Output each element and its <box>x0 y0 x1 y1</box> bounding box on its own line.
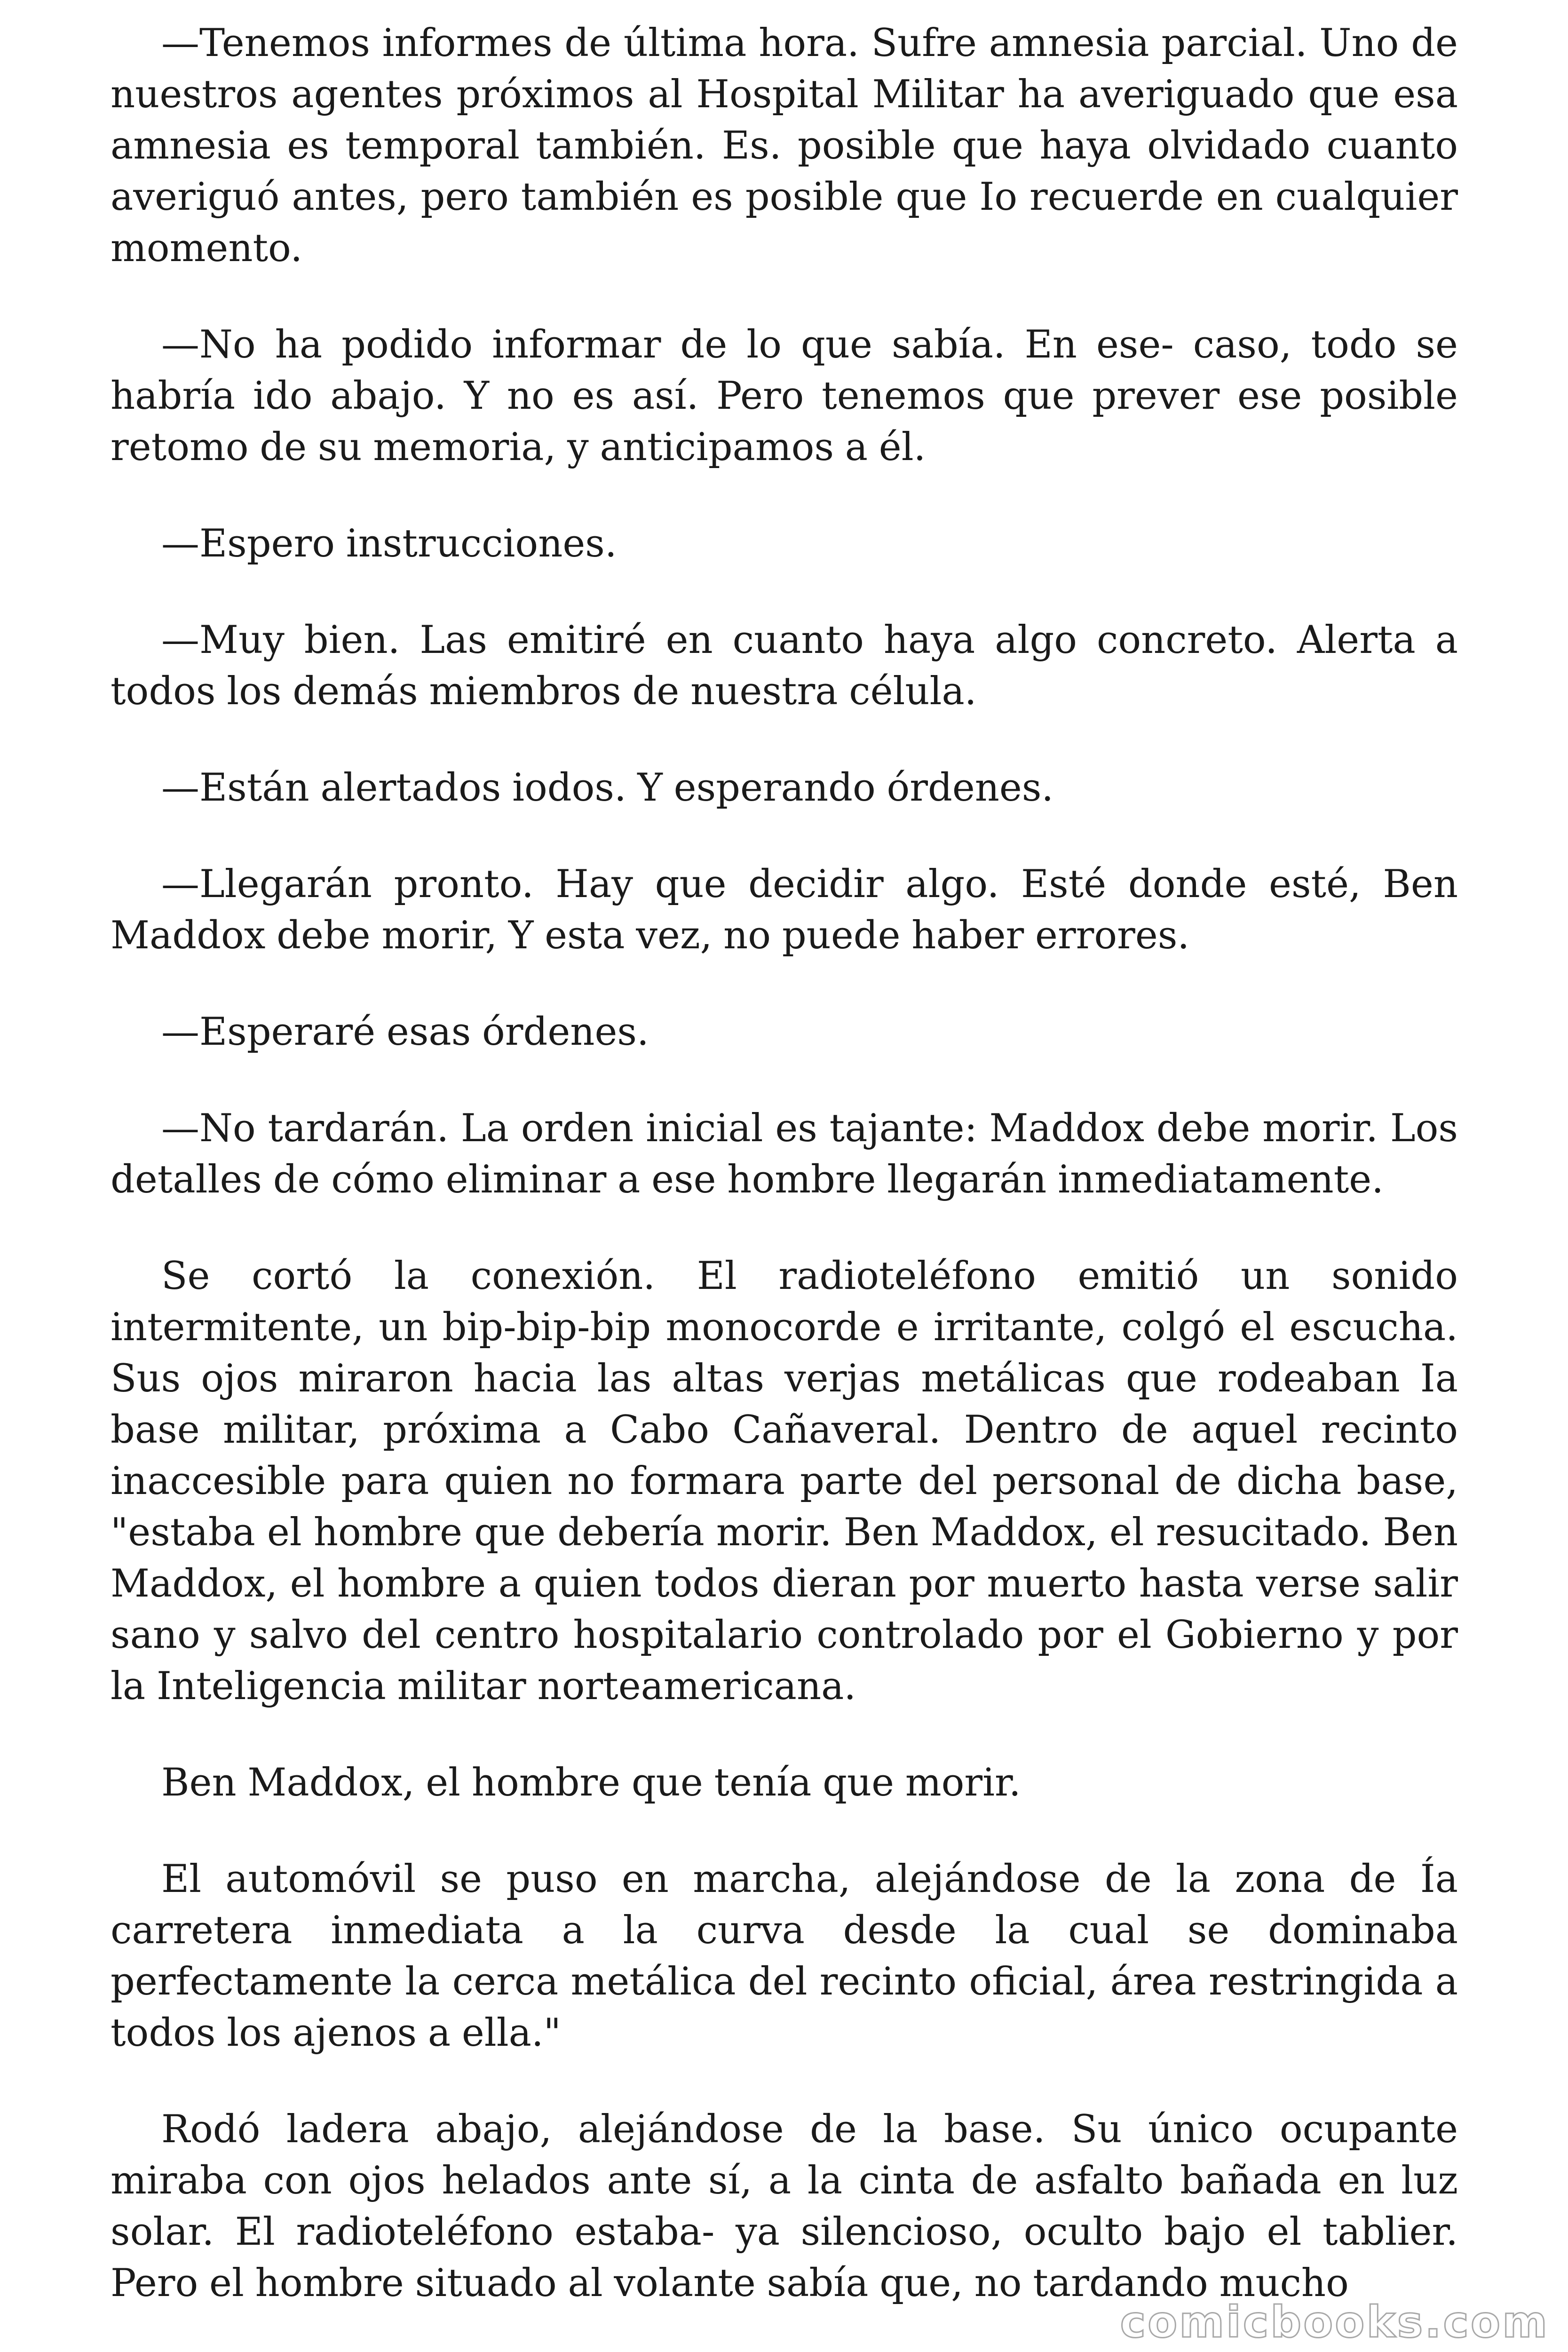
paragraph-3: —Espero instrucciones. <box>161 522 617 566</box>
paragraph-12: Rodó ladera abajo, alejándose de la base. Su único ocupante miraba con ojos helados ante sí, a la cinta de asfalto bañada en luz solar. El radioteléfono estaba- ya silencioso, oculto bajo el tablier. Pero el hombre situado al volante sabía que, no tardando mucho <box>111 2107 1458 2305</box>
paragraph-2: —No ha podido informar de lo que sabía. En ese- caso, todo se habría ido abajo. Y no es así. Pero tenemos que prever ese posible retomo de su memoria, y anticipamos a él. <box>111 323 1458 469</box>
paragraph-8: —No tardarán. La orden inicial es tajante: Maddox debe morir. Los detalles de cómo eliminar a ese hombre llegarán inmediatamente. <box>111 1106 1458 1202</box>
paragraph-10: Ben Maddox, el hombre que tenía que morir. <box>161 1761 1021 1805</box>
paragraph-5: —Están alertados iodos. Y esperando órdenes. <box>161 766 1054 810</box>
paragraph-11: El automóvil se puso en marcha, alejándose de la zona de Ía carretera inmediata a la curva desde la cual se dominaba perfectamente la cerca metálica del recinto oficial, área restringida a todos los ajenos a ella." <box>111 1857 1458 2055</box>
paragraph-7: —Esperaré esas órdenes. <box>161 1010 649 1054</box>
paragraph-9: Se cortó la conexión. El radioteléfono emitió un sonido intermitente, un bip-bip-bip monocorde e irritante, colgó el escucha. Sus ojos miraron hacia las altas verjas metálicas que rodeaban Ia base militar, próxima a Cabo Cañaveral. Dentro de aquel recinto inaccesible para quien no formara parte del personal de dicha base, "estaba el hombre que debería morir. Ben Maddox, el resucitado. Ben Maddox, el hombre a quien todos dieran por muerto hasta verse salir sano y salvo del centro hospitalario controlado por el Gobierno y por la Inteligencia militar norteamericana. <box>111 1254 1458 1708</box>
paragraph-6: —Llegarán pronto. Hay que decidir algo. Esté donde esté, Ben Maddox debe morir, Y esta vez, no puede haber errores. <box>111 862 1458 958</box>
paragraph-4: —Muy bien. Las emitiré en cuanto haya algo concreto. Alerta a todos los demás miembros de nuestra célula. <box>111 618 1458 714</box>
page-text <box>111 18 1458 2332</box>
paragraph-1: —Tenemos informes de última hora. Sufre amnesia parcial. Uno de nuestros agentes próximos al Hospital Militar ha averiguado que esa amnesia es temporal también. Es. posible que haya olvidado cuanto averiguó antes, pero también es posible que Io recuerde en cualquier momento. <box>111 21 1458 270</box>
watermark-logo: comicbooks.com <box>1120 2297 1549 2347</box>
